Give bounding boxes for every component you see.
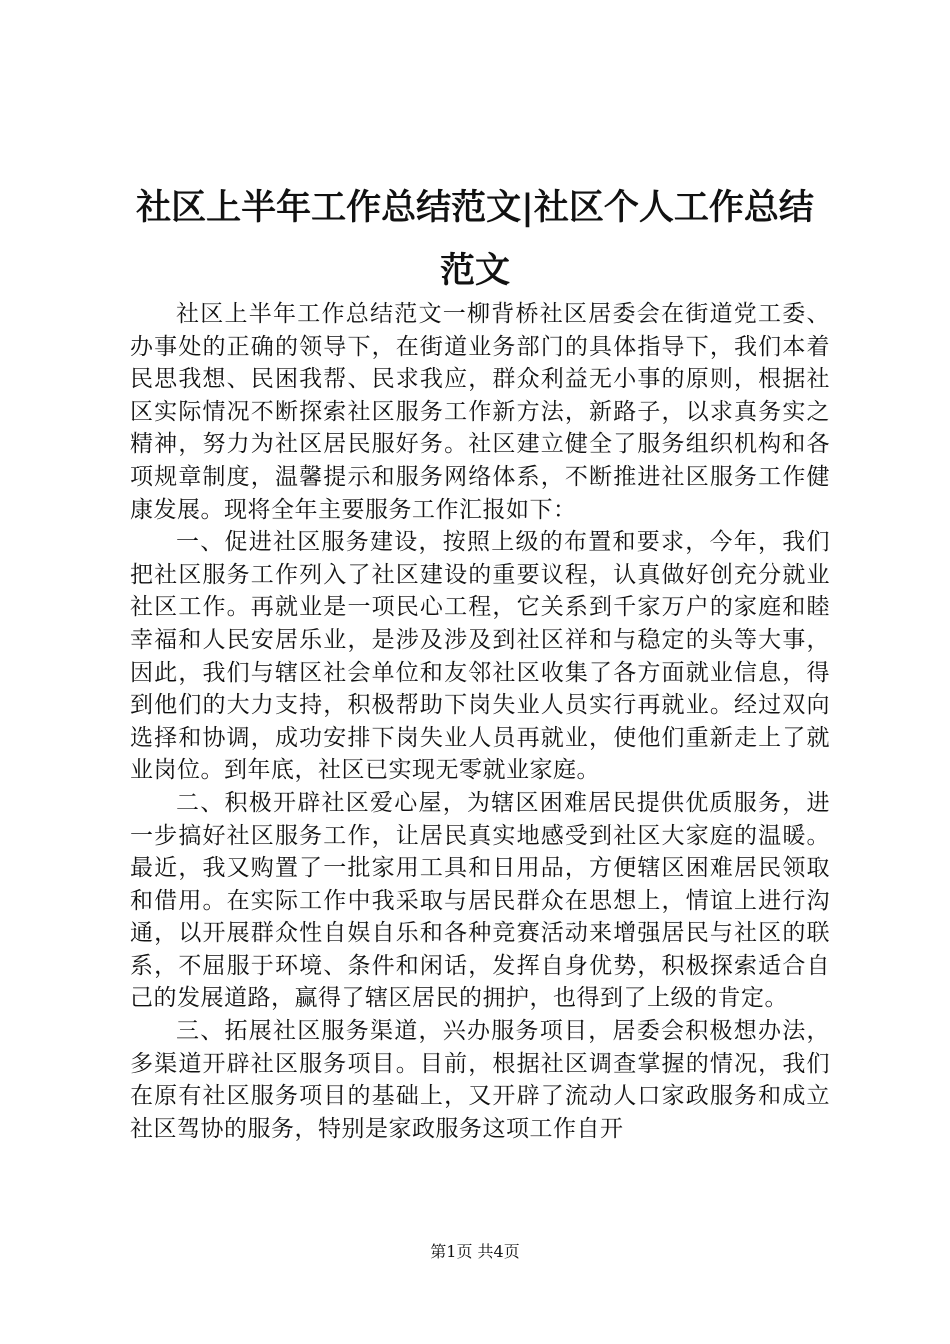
page-number-footer: 第1页 共4页 [430,1242,520,1261]
document-title-line-2: 范文 [439,250,510,291]
paragraph-intro: 社区上半年工作总结范文一柳背桥社区居委会在街道党工委、办事处的正确的领导下，在街道业务部门的具体指导下，我们本着民思我想、民困我帮、民求我应，群众利益无小事的原则，根据社区实际情况不断探索社区服务工作新方法，新路子，以求真务实之精神，努力为社区居民服好务。社区建立健全了服务组织机构和各项规章制度，温馨提示和服务网络体系，不断推进社区服务工作健康发展。现将全年主要服务工作汇报如下： [130,301,830,523]
paragraph-section-1: 一、促进社区服务建设，按照上级的布置和要求，今年，我们把社区服务工作列入了社区建设的重要议程，认真做好创充分就业社区工作。再就业是一项民心工程，它关系到千家万户的家庭和睦幸福和人民安居乐业，是涉及涉及到社区祥和与稳定的头等大事，因此，我们与辖区社会单位和友邻社区收集了各方面就业信息，得到他们的大力支持，积极帮助下岗失业人员实行再就业。经过双向选择和协调，成功安排下岗失业人员再就业，使他们重新走上了就业岗位。到年底，社区已实现无零就业家庭。 [130,529,830,784]
document-title-line-1: 社区上半年工作总结范文|社区个人工作总结 [136,187,814,228]
paragraph-section-3: 三、拓展社区服务渠道，兴办服务项目，居委会积极想办法，多渠道开辟社区服务项目。目前，根据社区调查掌握的情况，我们在原有社区服务项目的基础上，又开辟了流动人口家政服务和成立社区驾协的服务，特别是家政服务这项工作自开 [130,1018,830,1142]
document-body [130,298,830,1145]
paragraph-section-2: 二、积极开辟社区爱心屋，为辖区困难居民提供优质服务，进一步搞好社区服务工作，让居民真实地感受到社区大家庭的温暖。最近，我又购置了一批家用工具和日用品，方便辖区困难居民领取和借用。在实际工作中我采取与居民群众在思想上，情谊上进行沟通，以开展群众性自娱自乐和各种竞赛活动来增强居民与社区的联系，不屈服于环境、条件和闲话，发挥自身优势，积极探索适合自己的发展道路，赢得了辖区居民的拥护，也得到了上级的肯定。 [130,789,830,1012]
